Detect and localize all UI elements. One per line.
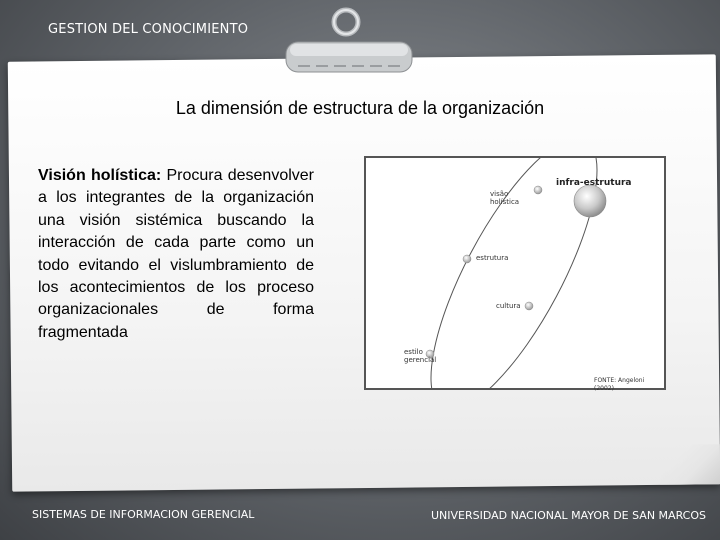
- holistic-node: [534, 186, 542, 194]
- figure-source: FONTE: Angeloni (2002): [594, 377, 645, 392]
- body-label: Visión holística:: [38, 167, 162, 184]
- paper-clip-icon: [278, 6, 418, 76]
- label-infra: infra-estrutura: [556, 178, 632, 188]
- label-culture: cultura: [496, 302, 521, 310]
- body-paragraph: [38, 165, 314, 344]
- structure-figure: [364, 156, 666, 390]
- culture-node: [525, 302, 533, 310]
- header-title: GESTION DEL CONOCIMIENTO: [48, 22, 249, 37]
- label-holistic: visão holística: [490, 190, 520, 206]
- body-text: Procura desenvolver a los integrantes de la organización una visión sistémica buscando la interacción de cada parte como un todo evitando el vislumbramiento de los acontecimientos de los proceso organizacionales de forma fragmentada: [38, 167, 314, 341]
- slide-title: La dimensión de estructura de la organización: [175, 98, 545, 118]
- label-structure: estrutura: [476, 254, 509, 262]
- label-style: estilo gerencial: [404, 348, 437, 364]
- paper-fold: [660, 444, 720, 485]
- footer-left: SISTEMAS DE INFORMACION GERENCIAL: [32, 508, 255, 521]
- footer-right: UNIVERSIDAD NACIONAL MAYOR DE SAN MARCOS: [430, 509, 706, 522]
- infra-sphere: [574, 185, 606, 217]
- structure-node: [463, 255, 471, 263]
